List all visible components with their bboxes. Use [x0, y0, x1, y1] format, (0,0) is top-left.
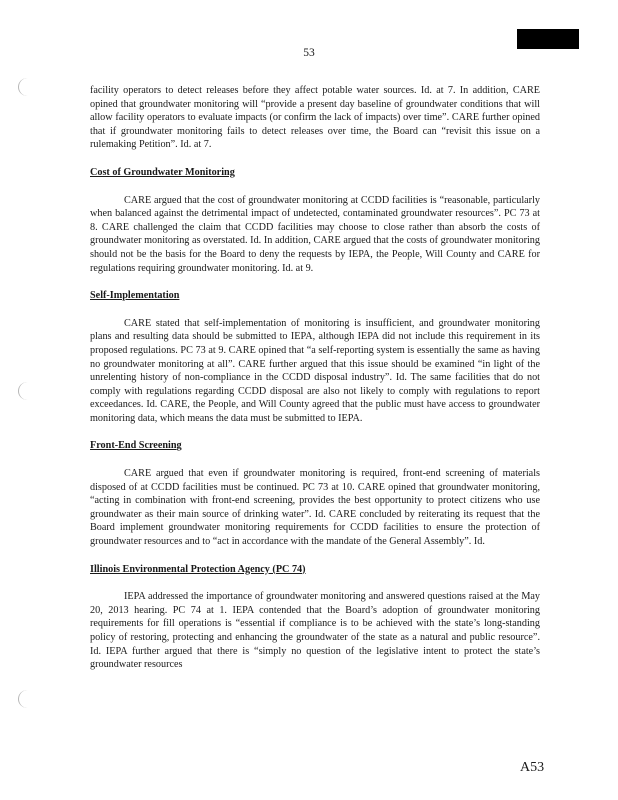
page-number: 53	[303, 47, 315, 59]
document-body	[90, 84, 540, 672]
binder-hole-bottom	[18, 690, 37, 708]
binder-hole-top	[18, 78, 37, 96]
paragraph-cost: CARE argued that the cost of groundwater monitoring at CCDD facilities is “reasonable, particularly when balanced against the detrimental impact of undetected, contaminated groundwater resources”. PC 73 at 8. CARE challenged the claim that CCDD facilities may choose to close rather than absorb the costs of groundwater monitoring as overstated. Id. In addition, CARE argued that the costs of groundwater monitoring should not be the basis for the Board to deny the requests by IEPA, the People, Will County and CARE for regulations requiring groundwater monitoring. Id. at 9.	[90, 194, 540, 274]
paragraph-self-implementation: CARE stated that self-implementation of monitoring is insufficient, and groundwater monitoring plans and resulting data should be submitted to IEPA, although IEPA did not include this requirement in its proposed regulations. PC 73 at 9. CARE opined that “a self-reporting system is essentially the same as having no groundwater monitoring at all”. CARE further argued that this issue should be examined “in light of the unrelenting history of non-compliance in the CCDD disposal industry”. Id. The same facilities that do not comply with regulations regarding CCDD disposal are also not likely to comply with regulations to report exceedances. Id. CARE, the People, and Will County agreed that the public must have access to groundwater monitoring data, which means the data must be submitted to IEPA.	[90, 317, 540, 424]
binder-hole-middle	[18, 382, 37, 400]
paragraph-front-end: CARE argued that even if groundwater monitoring is required, front-end screening of materials disposed of at CCDD facilities must be continued. PC 73 at 10. CARE opined that groundwater monitoring, “acting in combination with front-end screening, provides the best opportunity to protect citizens who use groundwater as their main source of drinking water”. Id. CARE concluded by reiterating its request that the Board implement groundwater monitoring requirements for CCDD facilities to ensure the protection of groundwater resources and to “act in accordance with the mandate of the General Assembly”. Id.	[90, 468, 540, 548]
section-heading-front-end: Front-End Screening	[90, 440, 182, 452]
section-heading-self-implementation: Self-Implementation	[90, 290, 180, 302]
paragraph-continuation: facility operators to detect releases before they affect potable water sources. Id. at 7. In addition, CARE opined that groundwater monitoring will “provide a present day baseline of groundwater conditions that will allow facility operators to evaluate impacts (or confirm the lack of impacts) over time”. CARE further opined that if groundwater monitoring fails to detect releases over time, the Board can “revisit this issue on a rulemaking Petition”. Id. at 7.	[90, 85, 540, 151]
paragraph-iepa: IEPA addressed the importance of groundwater monitoring and answered questions raised at the May 20, 2013 hearing. PC 74 at 1. IEPA contended that the Board’s adoption of groundwater monitoring requirements for fill operations is “essential if compliance is to be achieved with the state’s long-standing policy of restoring, protecting and enhancing the groundwater of the state as a natural and public resource”. Id. IEPA further argued that there is “simply no question of the legislative intent to protect the state’s groundwater resources	[90, 591, 540, 671]
appendix-page-label: A53	[520, 760, 545, 775]
section-heading-cost: Cost of Groundwater Monitoring	[90, 166, 235, 178]
section-heading-iepa: Illinois Environmental Protection Agency (PC 74)	[90, 563, 306, 575]
redaction-box	[517, 29, 579, 49]
